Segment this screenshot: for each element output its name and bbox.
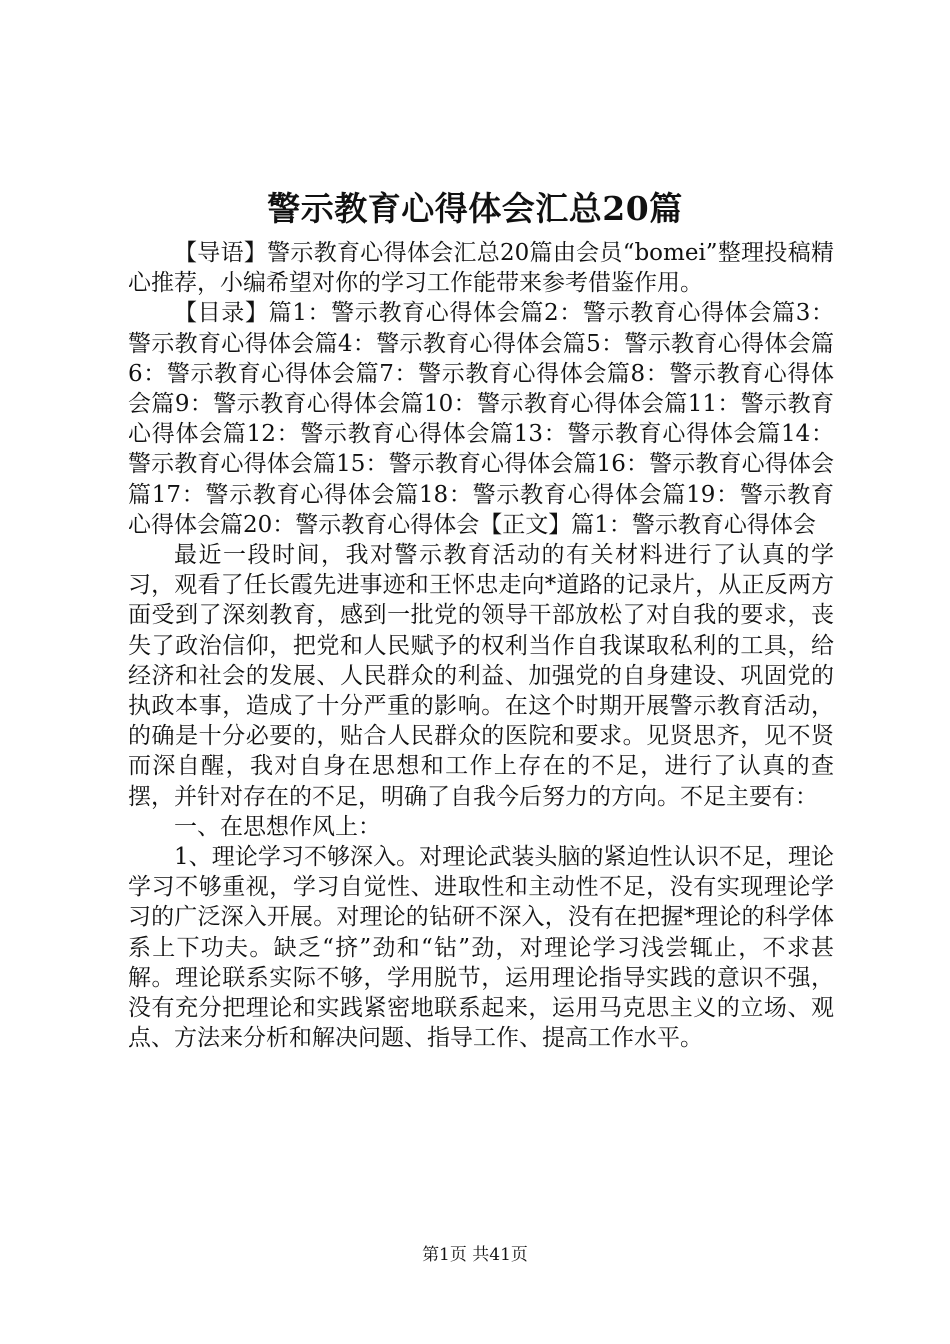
body-paragraph: 1、理论学习不够深入。对理论武装头脑的紧迫性认识不足，理论学习不够重视，学习自觉性、进取性和主动性不足，没有实现理论学习的广泛深入开展。对理论的钻研不深入，没有在把握*理论的科学体系上下功夫。缺乏“挤”劲和“钻”劲，对理论学习浅尝辄止，不求甚解。理论联系实际不够，学用脱节，运用理论指导实践的意识不强，没有充分把理论和实践紧密地联系起来，运用马克思主义的立场、观点、方法来分析和解决问题、指导工作、提高工作水平。 xyxy=(128,844,834,1052)
toc-paragraph: 【目录】篇1：警示教育心得体会篇2：警示教育心得体会篇3：警示教育心得体会篇4：警示教育心得体会篇5：警示教育心得体会篇6：警示教育心得体会篇7：警示教育心得体会篇8：警示教育心得体会篇9：警示教育心得体会篇10：警示教育心得体会篇11：警示教育心得体会篇12：警示教育心得体会篇13：警示教育心得体会篇14：警示教育心得体会篇15：警示教育心得体会篇16：警示教育心得体会篇17：警示教育心得体会篇18：警示教育心得体会篇19：警示教育心得体会篇20：警示教育心得体会【正文】篇1：警示教育心得体会 xyxy=(128,300,834,538)
intro-paragraph: 【导语】警示教育心得体会汇总20篇由会员“bomei”整理投稿精心推荐，小编希望对你的学习工作能带来参考借鉴作用。 xyxy=(128,240,834,297)
section-heading: 一、在思想作风上： xyxy=(174,813,381,840)
document-title: 警示教育心得体会汇总20篇 xyxy=(267,189,683,228)
document-body xyxy=(128,238,834,1053)
body-paragraph: 最近一段时间，我对警示教育活动的有关材料进行了认真的学习，观看了任长霞先进事迹和王怀忠走向*道路的记录片，从正反两方面受到了深刻教育，感到一批党的领导干部放松了对自我的要求，丧失了政治信仰，把党和人民赋予的权利当作自我谋取私利的工具，给经济和社会的发展、人民群众的利益、加强党的自身建设、巩固党的执政本事，造成了十分严重的影响。在这个时期开展警示教育活动，的确是十分必要的，贴合人民群众的医院和要求。见贤思齐，见不贤而深自醒，我对自身在思想和工作上存在的不足，进行了认真的查摆，并针对存在的不足，明确了自我今后努力的方向。不足主要有： xyxy=(128,542,834,810)
page-number-footer: 第1页 共41页 xyxy=(422,1245,528,1265)
